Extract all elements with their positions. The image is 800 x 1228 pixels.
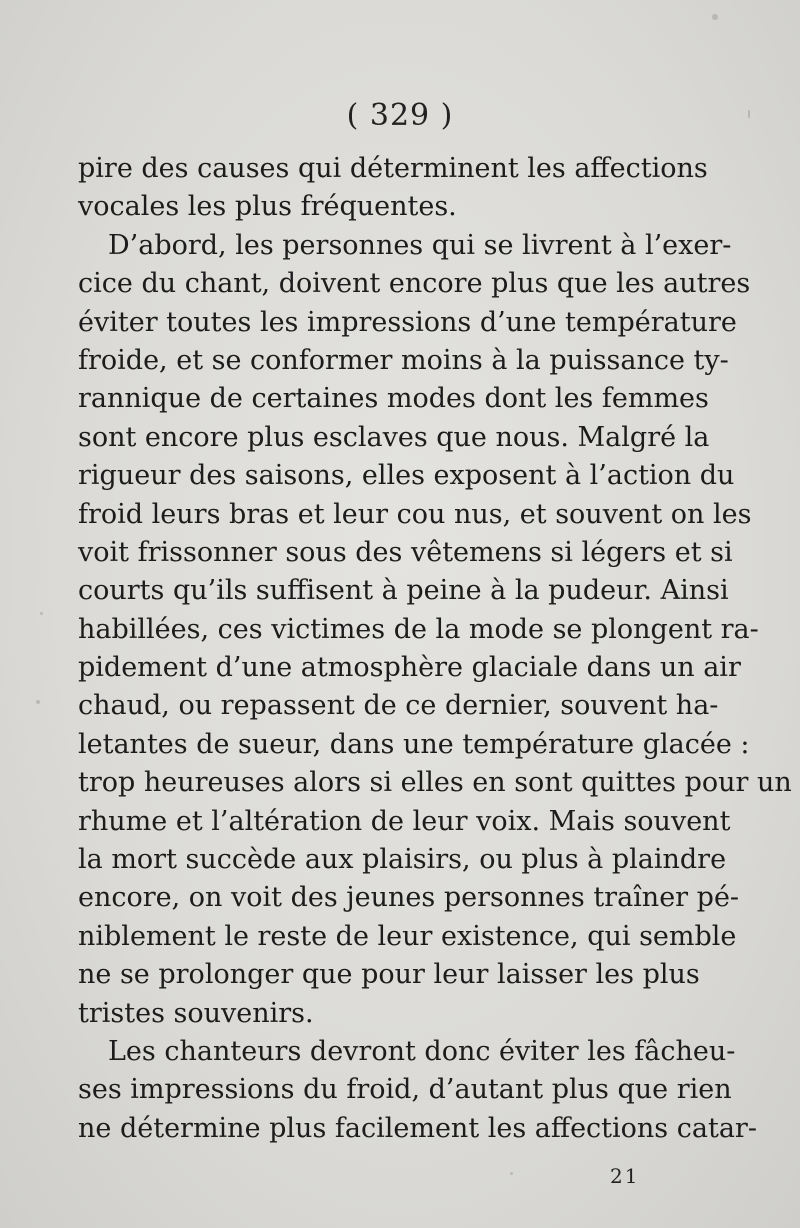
- text-line: letantes de sueur, dans une température glacée :: [78, 728, 750, 760]
- page-number: ( 329 ): [346, 98, 454, 133]
- text-line: niblement le reste de leur existence, qui semble: [78, 920, 737, 952]
- text-line: courts qu’ils suffisent à peine à la pudeur. Ainsi: [78, 575, 729, 607]
- text-line: pire des causes qui déterminent les affections: [78, 153, 708, 184]
- signature-mark: 21: [610, 1164, 640, 1188]
- text-line: vocales les plus fréquentes.: [78, 191, 457, 223]
- text-line: voit frissonner sous des vêtemens si légers et si: [78, 536, 733, 568]
- text-line: froide, et se conformer moins à la puissance ty-: [78, 344, 729, 376]
- text-line: rannique de certaines modes dont les femmes: [78, 383, 709, 415]
- text-line: cice du chant, doivent encore plus que les autres: [78, 268, 751, 300]
- text-line: chaud, ou repassent de ce dernier, souvent ha-: [78, 690, 719, 722]
- text-line: habillées, ces victimes de la mode se plongent ra-: [78, 613, 759, 645]
- text-line: froid leurs bras et leur cou nus, et souvent on les: [78, 498, 752, 530]
- body-text: [78, 150, 792, 1148]
- text-line: ne se prolonger que pour leur laisser les plus: [78, 959, 700, 991]
- text-line: éviter toutes les impressions d’une température: [78, 306, 737, 338]
- text-line: D’abord, les personnes qui se livrent à l’exer-: [108, 229, 732, 261]
- text-line: trop heureuses alors si elles en sont quittes pour un: [78, 767, 792, 799]
- text-line: sont encore plus esclaves que nous. Malgré la: [78, 421, 710, 453]
- text-line: pidement d’une atmosphère glaciale dans un air: [78, 652, 741, 684]
- text-line: ses impressions du froid, d’autant plus que rien: [78, 1074, 732, 1106]
- text-line: la mort succède aux plaisirs, ou plus à plaindre: [78, 844, 727, 876]
- text-line: tristes souvenirs.: [78, 997, 314, 1029]
- text-line: rhume et l’altération de leur voix. Mais souvent: [78, 805, 731, 837]
- text-line: encore, on voit des jeunes personnes traîner pé-: [78, 882, 740, 914]
- text-line: Les chanteurs devront donc éviter les fâcheu-: [108, 1035, 736, 1067]
- text-line: rigueur des saisons, elles exposent à l’action du: [78, 460, 735, 492]
- text-line: ne détermine plus facilement les affections catar-: [78, 1112, 757, 1144]
